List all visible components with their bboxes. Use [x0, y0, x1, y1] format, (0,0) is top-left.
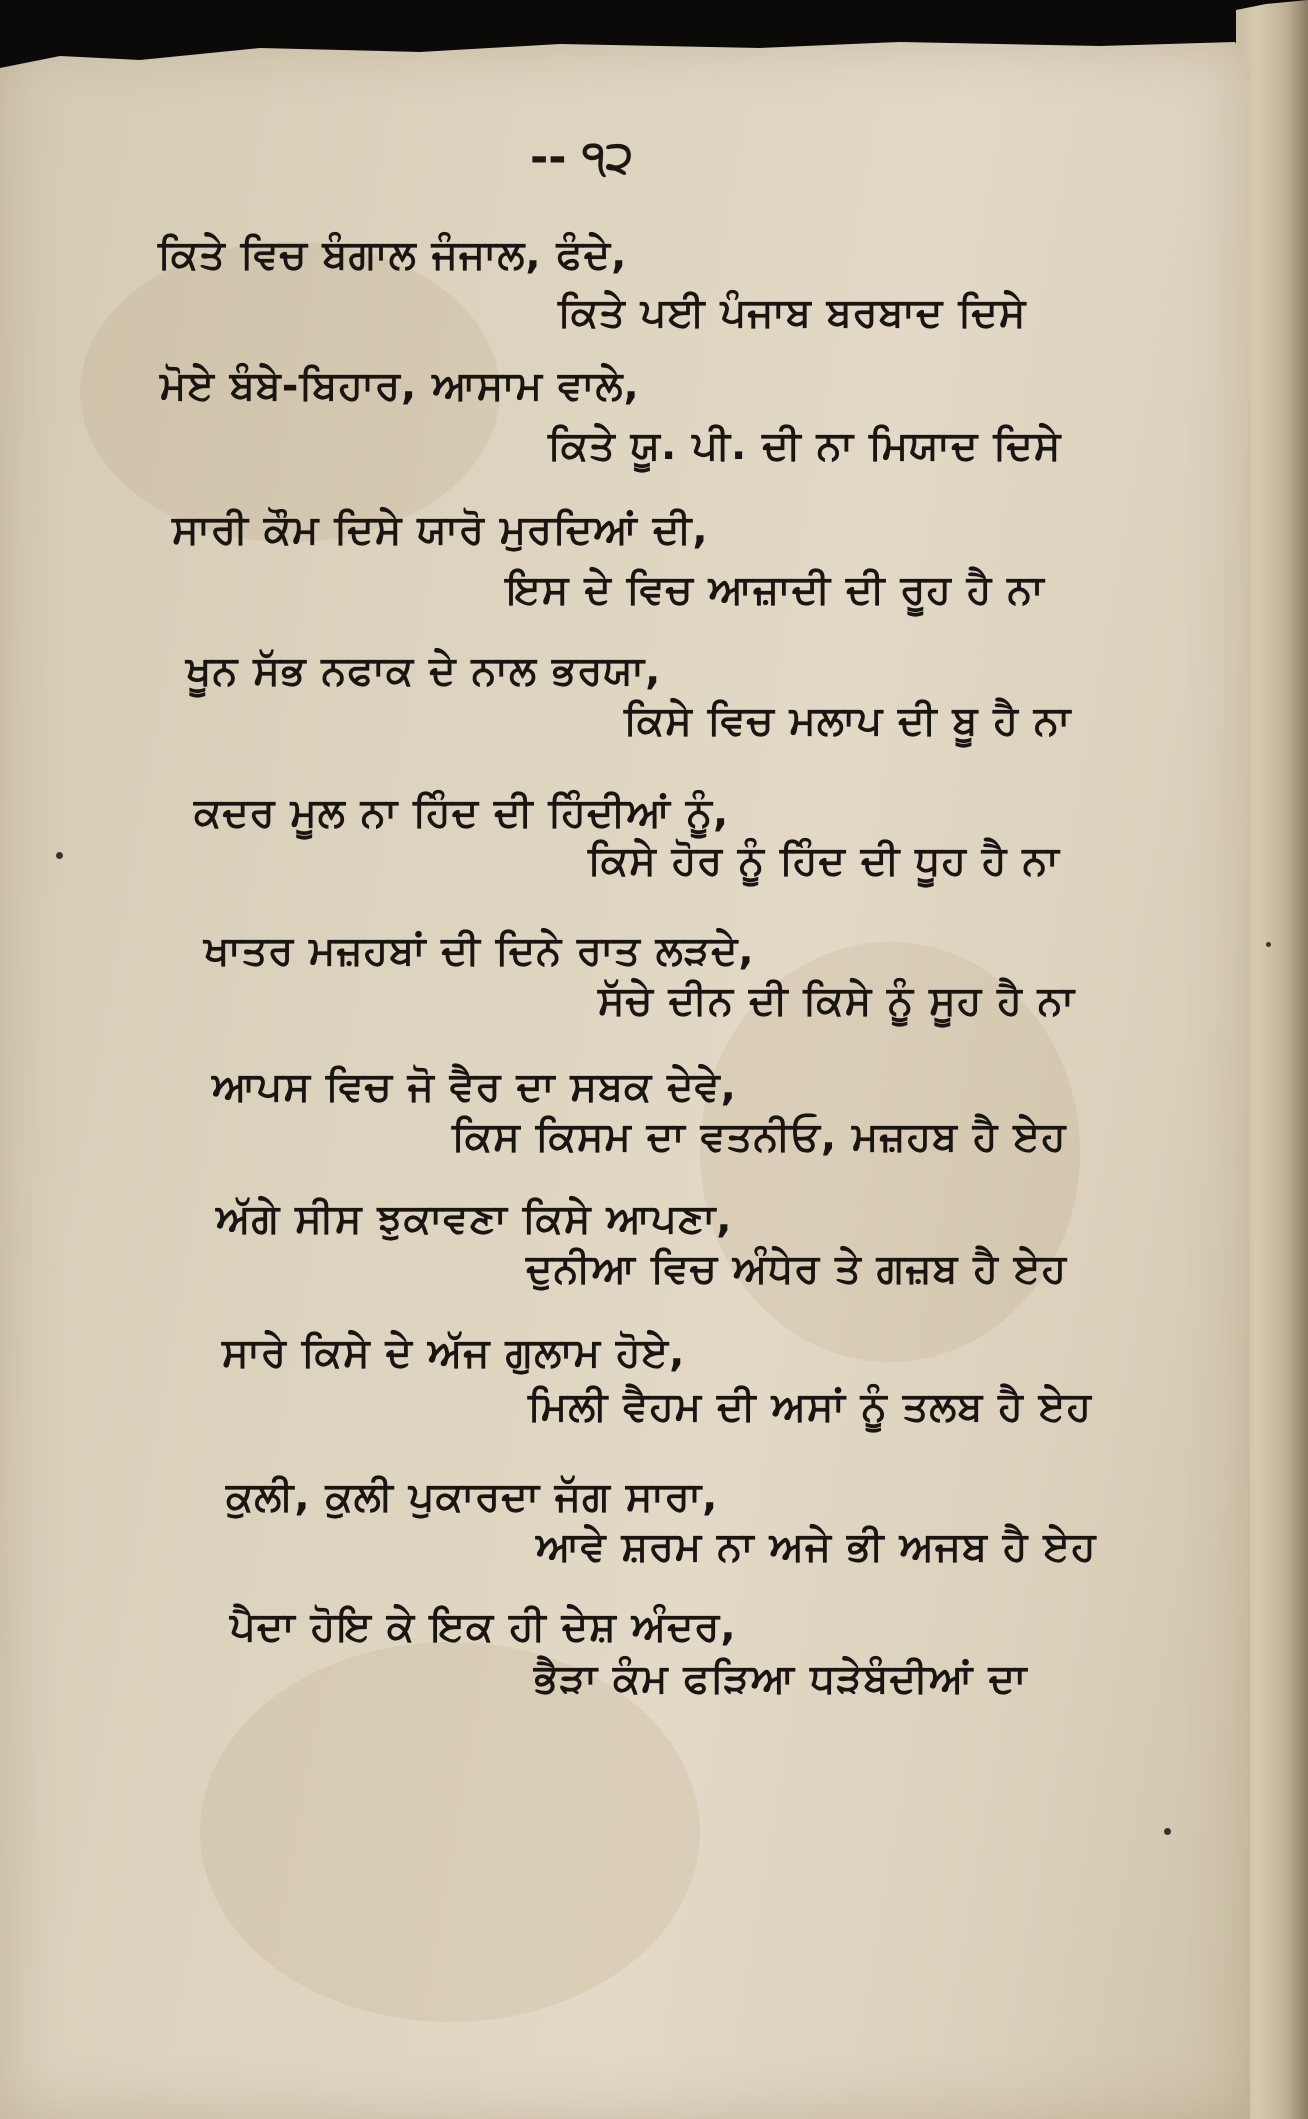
verse-11-line-2: ਭੈੜਾ ਕੰਮ ਫੜਿਆ ਧੜੇਬੰਦੀਆਂ ਦਾ: [534, 1656, 1028, 1702]
verse-9-line-1: ਸਾਰੇ ਕਿਸੇ ਦੇ ਅੱਜ ਗੁਲਾਮ ਹੋਏ,: [222, 1330, 686, 1376]
ink-speck: [1164, 1828, 1171, 1835]
verse-1-line-2: ਕਿਤੇ ਪਈ ਪੰਜਾਬ ਬਰਬਾਦ ਦਿਸੇ: [558, 290, 1027, 336]
verse-4-line-1: ਖੂਨ ਸੱਭ ਨਫਾਕ ਦੇ ਨਾਲ ਭਰਯਾ,: [186, 648, 662, 694]
ink-speck: [1266, 942, 1271, 947]
verse-8-line-1: ਅੱਗੇ ਸੀਸ ਝੁਕਾਵਣਾ ਕਿਸੇ ਆਪਣਾ,: [216, 1196, 733, 1242]
ink-speck: [56, 852, 63, 859]
verse-10-line-1: ਕੁਲੀ, ਕੁਲੀ ਪੁਕਾਰਦਾ ਜੱਗ ਸਾਰਾ,: [226, 1474, 719, 1520]
verse-5-line-1: ਕਦਰ ਮੂਲ ਨਾ ਹਿੰਦ ਦੀ ਹਿੰਦੀਆਂ ਨੂੰ,: [194, 790, 730, 836]
verse-10-line-2: ਆਵੇ ਸ਼ਰਮ ਨਾ ਅਜੇ ਭੀ ਅਜਬ ਹੈ ਏਹ: [536, 1524, 1097, 1570]
verse-11-line-1: ਪੈਦਾ ਹੋਇ ਕੇ ਇਕ ਹੀ ਦੇਸ਼ ਅੰਦਰ,: [230, 1604, 737, 1650]
verse-4-line-2: ਕਿਸੇ ਵਿਚ ਮਲਾਪ ਦੀ ਬੂ ਹੈ ਨਾ: [624, 698, 1072, 744]
verse-8-line-2: ਦੁਨੀਆ ਵਿਚ ਅੰਧੇਰ ਤੇ ਗਜ਼ਬ ਹੈ ਏਹ: [526, 1246, 1068, 1292]
verse-6-line-2: ਸੱਚੇ ਦੀਨ ਦੀ ਕਿਸੇ ਨੂੰ ਸੂਹ ਹੈ ਨਾ: [598, 978, 1076, 1024]
verse-9-line-2: ਮਿਲੀ ਵੈਹਮ ਦੀ ਅਸਾਂ ਨੂੰ ਤਲਬ ਹੈ ਏਹ: [528, 1384, 1092, 1430]
verse-1-line-1: ਕਿਤੇ ਵਿਚ ਬੰਗਾਲ ਜੰਜਾਲ, ਫੰਦੇ,: [158, 232, 628, 278]
page-number: -- ੧੨: [530, 132, 634, 183]
verse-3-line-2: ਇਸ ਦੇ ਵਿਚ ਆਜ਼ਾਦੀ ਦੀ ਰੂਹ ਹੈ ਨਾ: [506, 567, 1045, 613]
verse-2-line-1: ਮੋਏ ਬੰਬੇ-ਬਿਹਾਰ, ਆਸਾਮ ਵਾਲੇ,: [160, 363, 640, 409]
verse-3-line-1: ਸਾਰੀ ਕੌਮ ਦਿਸੇ ਯਾਰੋ ਮੁਰਦਿਆਂ ਦੀ,: [172, 507, 709, 553]
verse-5-line-2: ਕਿਸੇ ਹੋਰ ਨੂੰ ਹਿੰਦ ਦੀ ਧੂਹ ਹੈ ਨਾ: [588, 838, 1060, 884]
verse-2-line-2: ਕਿਤੇ ਯੂ. ਪੀ. ਦੀ ਨਾ ਮਿਯਾਦ ਦਿਸੇ: [548, 423, 1062, 469]
verse-6-line-1: ਖਾਤਰ ਮਜ਼ਹਬਾਂ ਦੀ ਦਿਨੇ ਰਾਤ ਲੜਦੇ,: [204, 928, 755, 974]
verse-7-line-1: ਆਪਸ ਵਿਚ ਜੋ ਵੈਰ ਦਾ ਸਬਕ ਦੇਵੇ,: [212, 1064, 737, 1110]
verse-7-line-2: ਕਿਸ ਕਿਸਮ ਦਾ ਵਤਨੀਓ, ਮਜ਼ਹਬ ਹੈ ਏਹ: [452, 1114, 1067, 1160]
